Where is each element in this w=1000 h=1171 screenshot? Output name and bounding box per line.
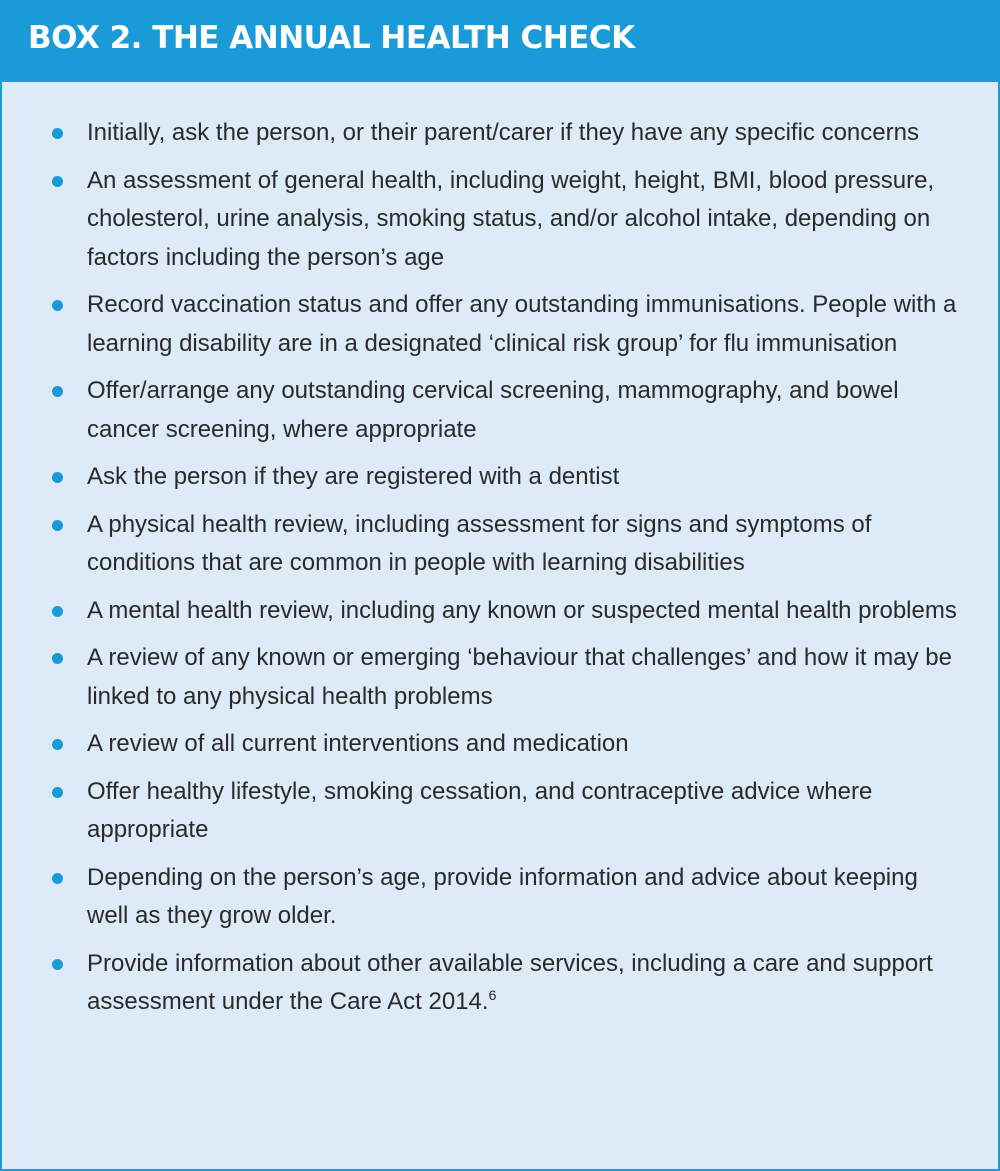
bullet-dot-icon — [52, 959, 63, 970]
bullet-dot-icon — [52, 739, 63, 750]
box-header — [2, 0, 998, 82]
list-item — [52, 286, 958, 363]
list-item — [52, 458, 958, 497]
list-item — [52, 859, 958, 936]
box-title: BOX 2. THE ANNUAL HEALTH CHECK — [28, 20, 635, 56]
list-item — [52, 114, 958, 153]
list-item-text: A physical health review, including assessment for signs and symptoms of conditions that are common in people with learning disabilities — [87, 510, 872, 576]
bullet-dot-icon — [52, 873, 63, 884]
bullet-dot-icon — [52, 653, 63, 664]
list-item-text: A review of all current interventions and medication — [87, 730, 629, 757]
list-item-text: A review of any known or emerging ‘behaviour that challenges’ and how it may be linked to any physical health problems — [87, 644, 952, 710]
bullet-dot-icon — [52, 787, 63, 798]
bullet-dot-icon — [52, 520, 63, 531]
list-item — [52, 773, 958, 850]
list-item — [52, 725, 958, 764]
list-item — [52, 506, 958, 583]
list-item-text: A mental health review, including any known or suspected mental health problems — [87, 596, 957, 624]
bullet-dot-icon — [52, 176, 63, 187]
bullet-dot-icon — [52, 606, 63, 617]
list-item — [52, 372, 958, 449]
bullet-dot-icon — [52, 128, 63, 139]
list-item-text: Initially, ask the person, or their parent/carer if they have any specific concerns — [87, 119, 919, 146]
list-item-text: Record vaccination status and offer any outstanding immunisations. People with a learning disability are in a designated ‘clinical risk group’ for flu immunisation — [87, 291, 957, 357]
bullet-dot-icon — [52, 386, 63, 397]
health-check-list — [2, 82, 998, 1022]
bullet-dot-icon — [52, 472, 63, 483]
list-item-text: Offer healthy lifestyle, smoking cessation, and contraceptive advice where appropriate — [87, 777, 873, 843]
list-item-text: Ask the person if they are registered with a dentist — [87, 463, 620, 490]
list-item — [52, 592, 958, 631]
list-item-text: Offer/arrange any outstanding cervical screening, mammography, and bowel cancer screening, where appropriate — [87, 377, 899, 443]
reference-superscript: 6 — [488, 987, 497, 1003]
list-item — [52, 639, 958, 716]
list-item-text: An assessment of general health, including weight, height, BMI, blood pressure, cholesterol, urine analysis, smoking status, and/or alcohol intake, depending on factors including the person’s age — [87, 166, 935, 271]
list-item-text: Provide information about other available services, including a care and support assessment under the Care Act 2014. — [87, 949, 933, 1015]
list-item — [52, 945, 958, 1022]
list-item — [52, 162, 958, 278]
bullet-dot-icon — [52, 300, 63, 311]
list-item-text: Depending on the person’s age, provide information and advice about keeping well as they grow older. — [87, 863, 918, 929]
